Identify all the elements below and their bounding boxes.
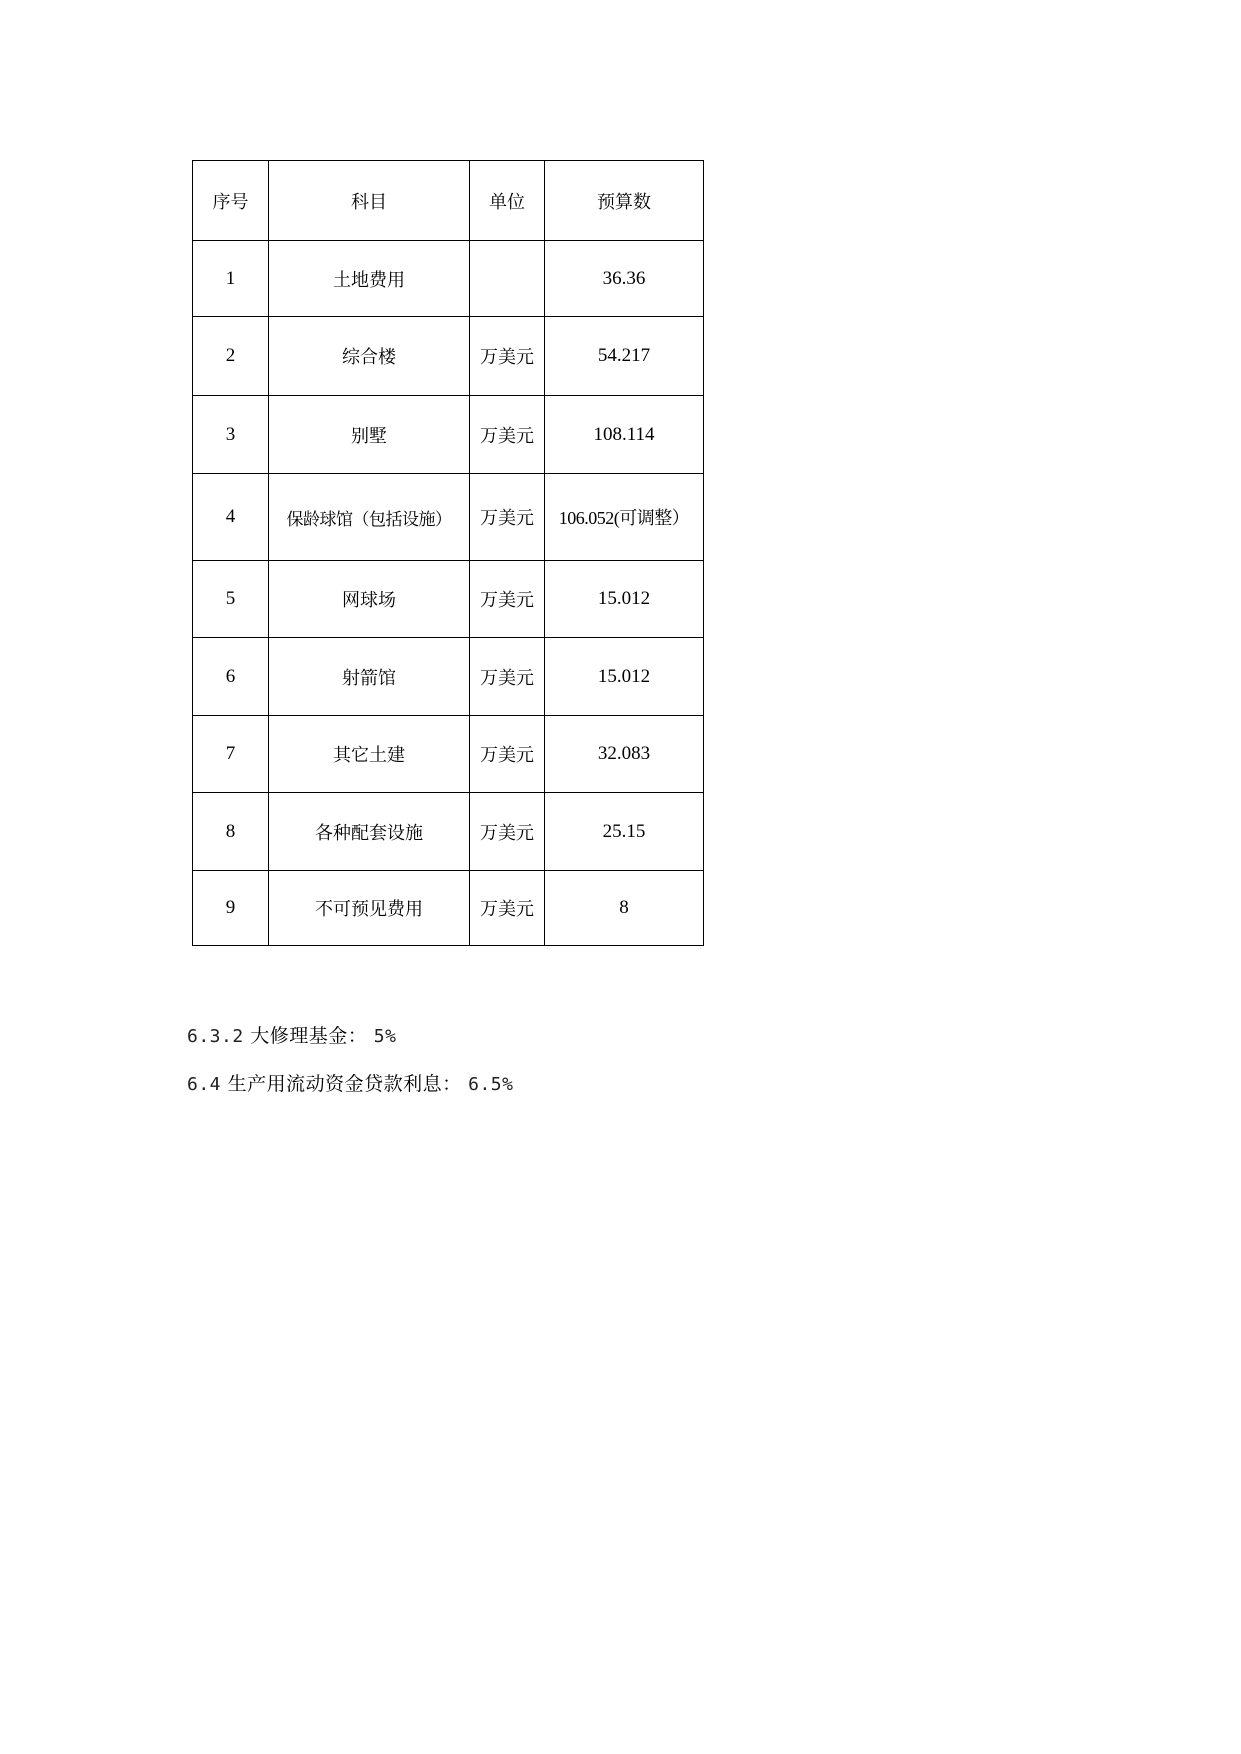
row-amount: 25.15 (545, 793, 704, 871)
row-index: 3 (193, 396, 269, 474)
paragraph-value: 5% (373, 1026, 397, 1047)
budget-table (192, 160, 704, 946)
row-index: 5 (193, 561, 269, 638)
row-item: 其它土建 (269, 716, 470, 793)
row-item: 不可预见费用 (269, 871, 470, 946)
row-item: 各种配套设施 (269, 793, 470, 871)
table-row (193, 716, 704, 793)
table-row (193, 396, 704, 474)
row-amount: 8 (545, 871, 704, 946)
row-unit: 万美元 (470, 716, 545, 793)
table-row (193, 793, 704, 871)
row-index: 8 (193, 793, 269, 871)
header-unit: 单位 (470, 161, 545, 241)
row-index: 4 (193, 474, 269, 561)
row-index: 6 (193, 638, 269, 716)
paragraph-text: 生产用流动资金贷款利息： (227, 1073, 462, 1095)
row-index: 2 (193, 317, 269, 396)
row-item: 保龄球馆（包括设施） (269, 474, 470, 561)
row-item: 别墅 (269, 396, 470, 474)
paragraph-value: 6.5% (468, 1074, 514, 1095)
header-amount: 预算数 (545, 161, 704, 241)
table-row (193, 561, 704, 638)
header-index: 序号 (193, 161, 269, 241)
row-amount: 36.36 (545, 241, 704, 317)
row-item: 网球场 (269, 561, 470, 638)
row-index: 9 (193, 871, 269, 946)
row-unit: 万美元 (470, 638, 545, 716)
row-amount: 106.052(可调整） (545, 474, 704, 561)
row-amount: 54.217 (545, 317, 704, 396)
row-unit (470, 241, 545, 317)
row-amount: 108.114 (545, 396, 704, 474)
section-number: 6.3.2 (187, 1026, 244, 1047)
table-row (193, 317, 704, 396)
row-item: 土地费用 (269, 241, 470, 317)
row-amount: 15.012 (545, 638, 704, 716)
table-row (193, 474, 704, 561)
row-item: 综合楼 (269, 317, 470, 396)
paragraph-repair-fund (187, 1021, 396, 1048)
table-row (193, 241, 704, 317)
table-row (193, 871, 704, 946)
header-item: 科目 (269, 161, 470, 241)
row-unit: 万美元 (470, 871, 545, 946)
row-amount: 32.083 (545, 716, 704, 793)
table-row (193, 638, 704, 716)
row-index: 7 (193, 716, 269, 793)
row-unit: 万美元 (470, 561, 545, 638)
row-unit: 万美元 (470, 396, 545, 474)
row-unit: 万美元 (470, 474, 545, 561)
section-number: 6.4 (187, 1074, 222, 1095)
table-header-row (193, 161, 704, 241)
row-unit: 万美元 (470, 793, 545, 871)
paragraph-text: 大修理基金： (250, 1025, 368, 1047)
paragraph-loan-interest (187, 1069, 513, 1096)
row-item: 射箭馆 (269, 638, 470, 716)
row-amount: 15.012 (545, 561, 704, 638)
row-index: 1 (193, 241, 269, 317)
row-unit: 万美元 (470, 317, 545, 396)
